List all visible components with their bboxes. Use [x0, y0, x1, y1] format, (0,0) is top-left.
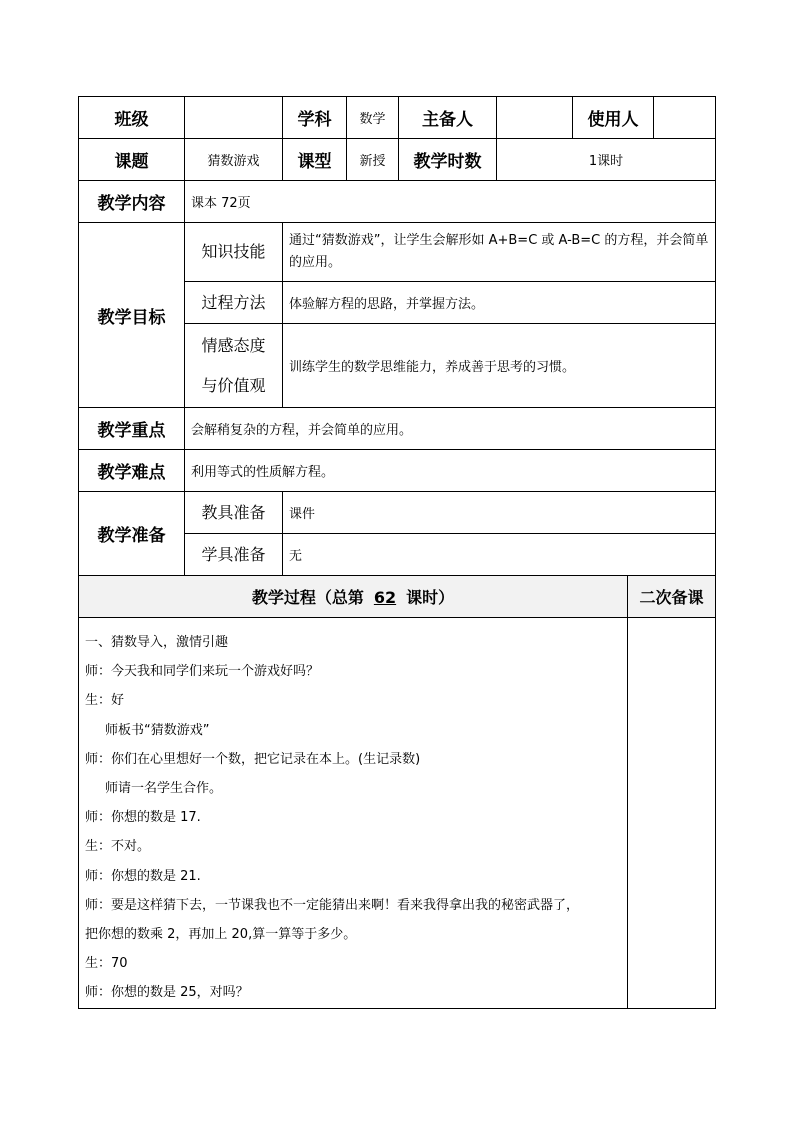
- process-line: 师：你们在心里想好一个数，把它记录在本上。(生记录数): [85, 751, 421, 767]
- type-value[interactable]: 新授: [347, 139, 399, 181]
- emotion-label-line-2: 与价值观: [201, 375, 266, 395]
- hours-value[interactable]: 1课时: [497, 139, 716, 181]
- user-label: 使用人: [573, 97, 654, 139]
- topic-label: 课题: [79, 139, 185, 181]
- emotion-label-line-1: 情感态度: [201, 335, 266, 355]
- knowledge-label: 知识技能: [185, 223, 283, 282]
- process-line: 一、猜数导入，激情引趣: [85, 635, 229, 650]
- process-line: 师请一名学生合作。: [105, 781, 223, 797]
- emotion-value[interactable]: 训练学生的数学思维能力，养成善于思考的习惯。: [283, 324, 716, 408]
- preparer-value[interactable]: [497, 97, 573, 139]
- type-label: 课型: [283, 139, 347, 181]
- process-body[interactable]: [79, 618, 628, 1009]
- emotion-label: [185, 324, 283, 408]
- hours-label: 教学时数: [399, 139, 497, 181]
- class-label: 班级: [79, 97, 185, 139]
- content-label: 教学内容: [79, 181, 185, 223]
- process-line: 生：不对。: [85, 839, 151, 855]
- process-line: 师：你想的数是 17.: [85, 810, 201, 826]
- knowledge-value-line-2: 的应用。: [289, 255, 342, 270]
- process-line: 师：要是这样猜下去，一节课我也不一定能猜出来啊！看来我得拿出我的秘密武器了，: [85, 897, 580, 913]
- process-line: 把你想的数乘 2，再加上 20,算一算等于多少。: [85, 927, 357, 943]
- process-line: 师：你想的数是 21.: [85, 868, 201, 884]
- process-method-label: 过程方法: [185, 282, 283, 324]
- process-line: 师板书“猜数游戏”: [105, 722, 210, 738]
- process-line: 生：70: [85, 956, 128, 972]
- teacher-prep-label: 教具准备: [185, 492, 283, 534]
- lesson-plan-table: [78, 96, 716, 1009]
- goals-label: 教学目标: [79, 223, 185, 408]
- difficulty-label: 教学难点: [79, 450, 185, 492]
- user-value[interactable]: [654, 97, 716, 139]
- process-line: 生：好: [85, 693, 125, 709]
- knowledge-value-line-1: 通过“猜数游戏”，让学生会解形如 A+B=C 或 A-B=C 的方程，并会简单: [289, 233, 709, 248]
- process-title-prefix: 教学过程（总第: [251, 588, 364, 607]
- difficulty-value[interactable]: 利用等式的性质解方程。: [185, 450, 716, 492]
- knowledge-value[interactable]: [283, 223, 716, 282]
- process-title: [79, 576, 628, 618]
- teacher-prep-value[interactable]: 课件: [283, 492, 716, 534]
- process-method-value[interactable]: 体验解方程的思路，并掌握方法。: [283, 282, 716, 324]
- content-value[interactable]: 课本 72页: [185, 181, 716, 223]
- student-prep-label: 学具准备: [185, 534, 283, 576]
- second-prep-notes[interactable]: [628, 618, 716, 1009]
- preparer-label: 主备人: [399, 97, 497, 139]
- subject-label: 学科: [283, 97, 347, 139]
- process-line: 师：你想的数是 25，对吗？: [85, 985, 249, 1001]
- process-title-suffix: 课时）: [406, 588, 455, 607]
- process-total-number[interactable]: 62: [373, 588, 397, 607]
- process-line: 师：今天我和同学们来玩一个游戏好吗？: [85, 664, 320, 680]
- key-point-value[interactable]: 会解稍复杂的方程，并会简单的应用。: [185, 408, 716, 450]
- student-prep-value[interactable]: 无: [283, 534, 716, 576]
- subject-value[interactable]: 数学: [347, 97, 399, 139]
- key-point-label: 教学重点: [79, 408, 185, 450]
- class-value[interactable]: [185, 97, 283, 139]
- prep-label: 教学准备: [79, 492, 185, 576]
- second-prep-label: 二次备课: [628, 576, 716, 618]
- topic-value[interactable]: 猜数游戏: [185, 139, 283, 181]
